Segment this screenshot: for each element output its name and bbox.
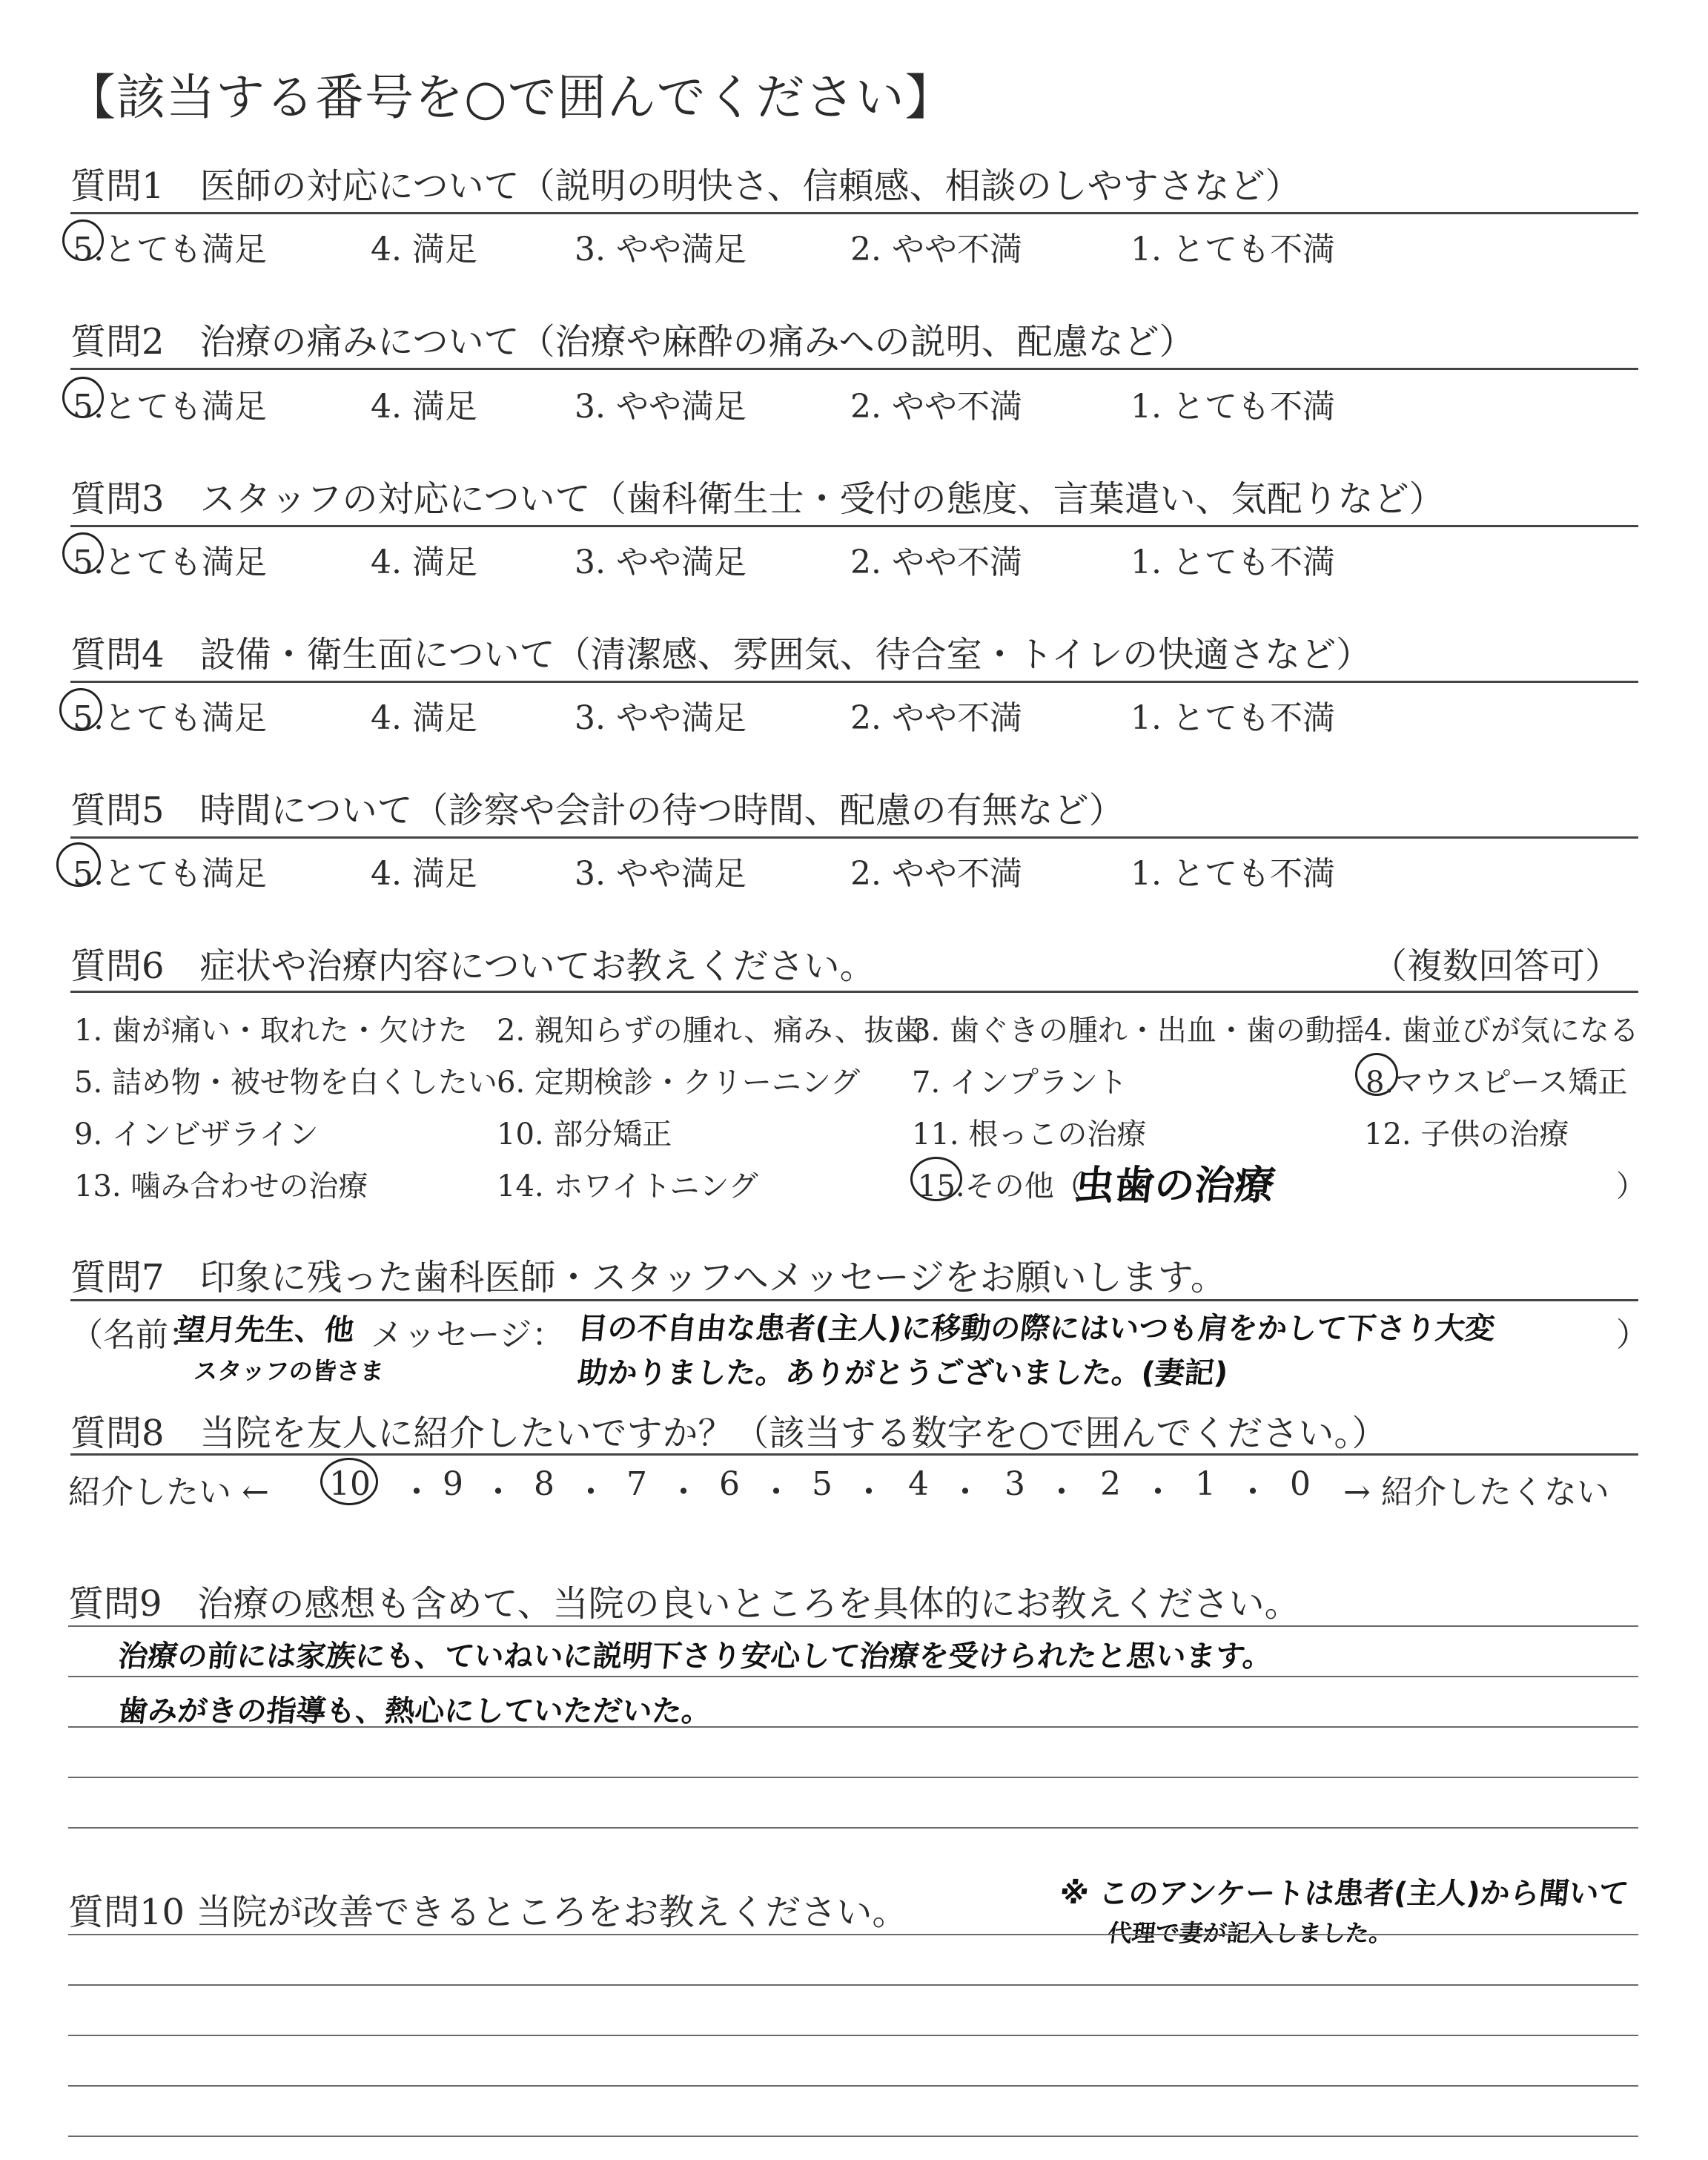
divider <box>70 1299 1638 1301</box>
rating-option-1[interactable]: 1. とても不満 <box>1131 231 1335 268</box>
scale-2[interactable]: 2 <box>1100 1465 1121 1503</box>
rating-option-1[interactable]: 1. とても不満 <box>1131 388 1335 426</box>
scale-1[interactable]: 1 <box>1195 1465 1216 1503</box>
question-7-label: 質問7 印象に残った歯科医師・スタッフへメッセージをお願いします。 <box>70 1257 1226 1298</box>
scale-10[interactable]: 10 <box>329 1465 371 1503</box>
other-answer-handwritten: 虫歯の治療 <box>1072 1162 1277 1209</box>
symptom-option-10[interactable]: 10. 部分矯正 <box>497 1117 672 1152</box>
message-handwritten-1: 目の不自由な患者(主人)に移動の際にはいつも肩をかして下さり大変 <box>576 1312 1497 1346</box>
rating-option-2[interactable]: 2. やや不満 <box>850 855 1022 893</box>
good-points-handwritten-1: 治療の前には家族にも、ていねいに説明下さり安心して治療を受けられたと思います。 <box>116 1639 1274 1674</box>
question-9-label: 質問9 治療の感想も含めて、当院の良いところを具体的にお教えください。 <box>68 1583 1300 1625</box>
rating-option-4[interactable]: 4. 満足 <box>371 855 477 893</box>
answer-line <box>68 1934 1638 1935</box>
scale-dot: ・ <box>949 1473 982 1511</box>
scale-dot: ・ <box>482 1473 514 1511</box>
recommend-left-label: 紹介したい ← <box>68 1473 269 1511</box>
divider <box>70 991 1638 993</box>
divider <box>70 836 1638 839</box>
scale-8[interactable]: 8 <box>534 1465 555 1503</box>
rating-option-3[interactable]: 3. やや満足 <box>575 544 747 581</box>
question-4-label: 質問4 設備・衛生面について（清潔感、雰囲気、待合室・トイレの快適さなど） <box>70 634 1372 676</box>
scale-dot: ・ <box>400 1473 433 1511</box>
answer-line <box>68 2136 1638 2137</box>
divider <box>70 212 1638 214</box>
rating-option-5[interactable]: 5.とても満足 <box>73 544 267 581</box>
question-1-label: 質問1 医師の対応について（説明の明快さ、信頼感、相談のしやすさなど） <box>70 165 1301 207</box>
rating-option-5[interactable]: 5.とても満足 <box>73 855 267 893</box>
scale-5[interactable]: 5 <box>812 1465 833 1503</box>
symptom-option-3[interactable]: 3. 歯ぐきの腫れ・出血・歯の動揺 <box>912 1014 1365 1048</box>
rating-option-4[interactable]: 4. 満足 <box>371 699 477 737</box>
proxy-note-handwritten-2: 代理で妻が記入しました。 <box>1106 1919 1394 1947</box>
rating-option-1[interactable]: 1. とても不満 <box>1131 855 1335 893</box>
rating-option-5[interactable]: 5.とても満足 <box>73 388 267 426</box>
divider <box>70 1453 1638 1456</box>
symptom-option-15[interactable]: 15.その他（ <box>918 1169 1084 1203</box>
divider <box>70 525 1638 527</box>
divider <box>70 681 1638 683</box>
rating-option-5[interactable]: 5.とても満足 <box>73 699 267 737</box>
scale-dot: ・ <box>1142 1473 1174 1511</box>
recommend-right-label: → 紹介したくない <box>1343 1473 1609 1511</box>
rating-option-2[interactable]: 2. やや不満 <box>850 544 1022 581</box>
rating-option-4[interactable]: 4. 満足 <box>371 544 477 581</box>
answer-line <box>68 1625 1638 1627</box>
symptom-option-9[interactable]: 9. インビザライン <box>74 1117 319 1152</box>
scale-0[interactable]: 0 <box>1290 1465 1311 1503</box>
rating-option-1[interactable]: 1. とても不満 <box>1131 544 1335 581</box>
rating-option-1[interactable]: 1. とても不満 <box>1131 699 1335 737</box>
question-5-label: 質問5 時間について（診察や会計の待つ時間、配慮の有無など） <box>70 790 1125 831</box>
symptom-option-4[interactable]: 4. 歯並びが気になる <box>1364 1014 1639 1048</box>
good-points-handwritten-2: 歯みがきの指導も、熱心にしていただいた。 <box>116 1694 714 1728</box>
scale-dot: ・ <box>760 1473 792 1511</box>
page-title: 【該当する番号を○で囲んでください】 <box>67 69 955 126</box>
scale-3[interactable]: 3 <box>1004 1465 1025 1503</box>
rating-option-3[interactable]: 3. やや満足 <box>575 855 747 893</box>
rating-option-2[interactable]: 2. やや不満 <box>850 699 1022 737</box>
symptom-option-8[interactable]: 8.マウスピース矯正 <box>1366 1066 1628 1100</box>
question-2-label: 質問2 治療の痛みについて（治療や麻酔の痛みへの説明、配慮など） <box>70 321 1195 363</box>
symptom-option-2[interactable]: 2. 親知らずの腫れ、痛み、抜歯 <box>497 1014 924 1048</box>
message-label: メッセージ： <box>371 1316 565 1354</box>
answer-line <box>68 1827 1638 1829</box>
symptom-option-12[interactable]: 12. 子供の治療 <box>1364 1117 1569 1152</box>
scale-7[interactable]: 7 <box>626 1465 647 1503</box>
answer-line <box>68 1777 1638 1778</box>
rating-option-2[interactable]: 2. やや不満 <box>850 388 1022 426</box>
symptom-option-6[interactable]: 6. 定期検診・クリーニング <box>497 1066 861 1100</box>
other-close-paren: ） <box>1616 1169 1646 1203</box>
multiple-answers-note: （複数回答可） <box>1371 945 1621 987</box>
scale-9[interactable]: 9 <box>443 1465 463 1503</box>
question-3-label: 質問3 スタッフの対応について（歯科衛生士・受付の態度、言葉遣い、気配りなど） <box>70 478 1445 520</box>
scale-4[interactable]: 4 <box>908 1465 929 1503</box>
question-6-label: 質問6 症状や治療内容についてお教えください。 <box>70 945 875 987</box>
symptom-option-13[interactable]: 13. 噛み合わせの治療 <box>74 1169 368 1203</box>
symptom-option-14[interactable]: 14. ホワイトニング <box>497 1169 758 1203</box>
symptom-option-7[interactable]: 7. インプラント <box>912 1066 1128 1100</box>
question-10-label: 質問10 当院が改善できるところをお教えください。 <box>68 1892 908 1933</box>
answer-line <box>68 1726 1638 1728</box>
proxy-note-handwritten-1: ※ このアンケートは患者(主人)から聞いて <box>1058 1877 1631 1911</box>
message-handwritten-2: 助かりました。ありがとうございました。(妻記) <box>576 1356 1230 1390</box>
rating-option-5[interactable]: 5.とても満足 <box>73 231 267 268</box>
answer-line <box>68 2035 1638 2036</box>
rating-option-3[interactable]: 3. やや満足 <box>575 231 747 268</box>
scale-dot: ・ <box>853 1473 885 1511</box>
scale-dot: ・ <box>1237 1473 1269 1511</box>
rating-option-3[interactable]: 3. やや満足 <box>575 388 747 426</box>
answer-line <box>68 1676 1638 1677</box>
rating-option-4[interactable]: 4. 満足 <box>371 231 477 268</box>
scale-dot: ・ <box>1045 1473 1078 1511</box>
question-8-label: 質問8 当院を友人に紹介したいですか？（該当する数字を○で囲んでください。） <box>70 1413 1388 1454</box>
scale-dot: ・ <box>667 1473 700 1511</box>
name-handwritten-1: 望月先生、他 <box>174 1313 357 1347</box>
divider <box>70 368 1638 370</box>
scale-dot: ・ <box>575 1473 607 1511</box>
answer-line <box>68 1984 1638 1986</box>
symptom-option-5[interactable]: 5. 詰め物・被せ物を白くしたい <box>74 1066 497 1100</box>
answer-line <box>68 2085 1638 2087</box>
symptom-option-1[interactable]: 1. 歯が痛い・取れた・欠けた <box>74 1014 468 1048</box>
scale-6[interactable]: 6 <box>719 1465 740 1503</box>
message-close-paren: ） <box>1616 1316 1649 1354</box>
name-label: （名前： <box>70 1316 201 1354</box>
symptom-option-11[interactable]: 11. 根っこの治療 <box>912 1117 1147 1152</box>
rating-option-4[interactable]: 4. 満足 <box>371 388 477 426</box>
rating-option-2[interactable]: 2. やや不満 <box>850 231 1022 268</box>
name-handwritten-2: スタッフの皆さま <box>192 1357 385 1385</box>
rating-option-3[interactable]: 3. やや満足 <box>575 699 747 737</box>
